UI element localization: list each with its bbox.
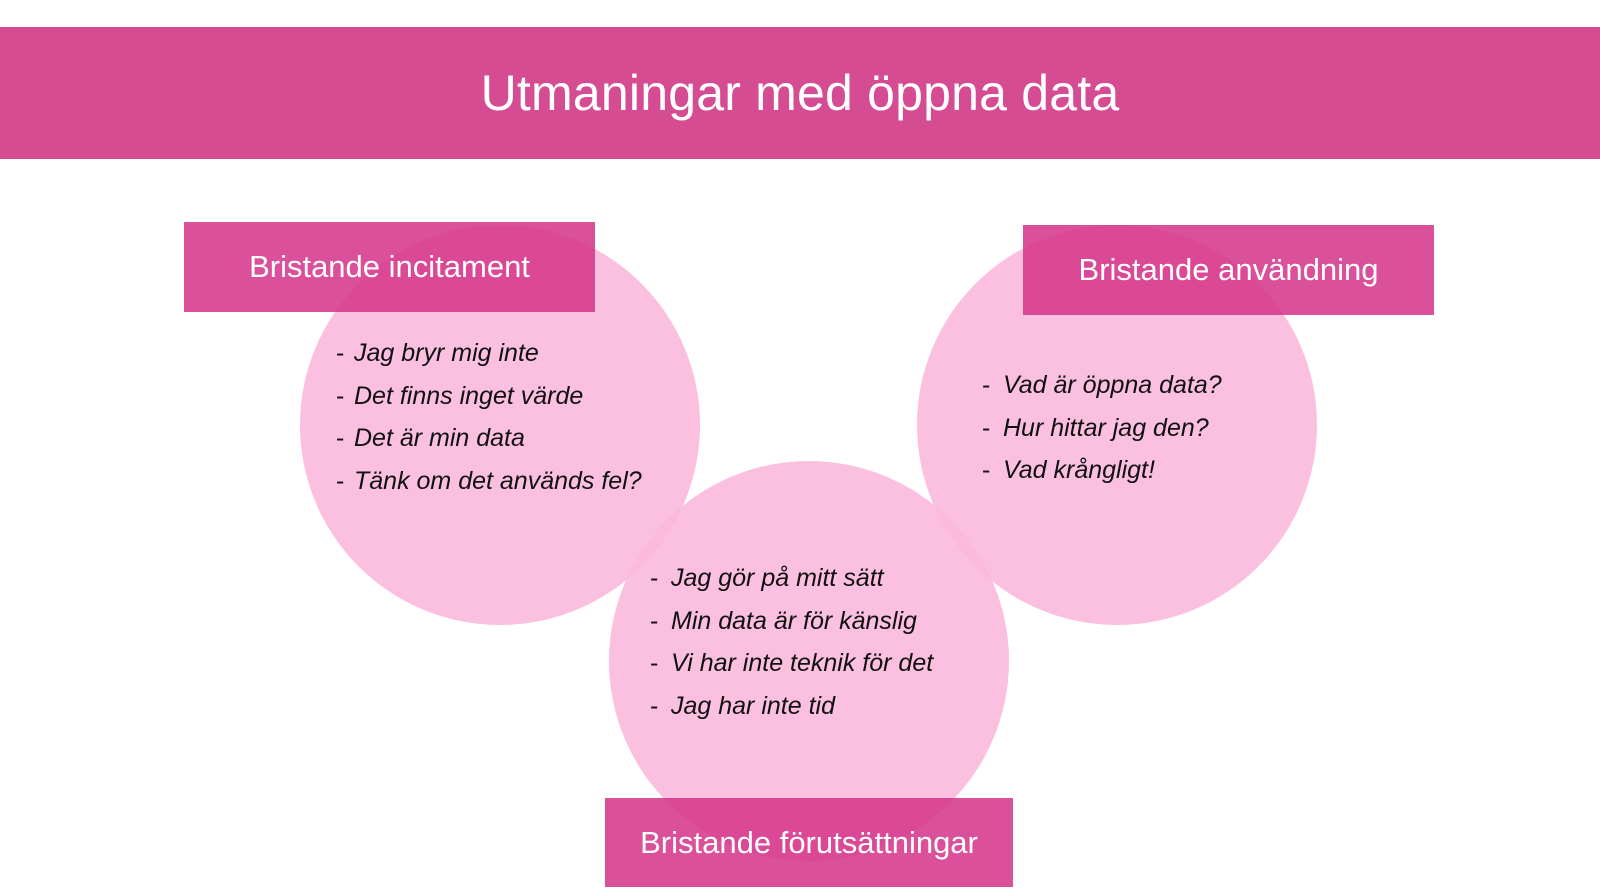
list-item: - Jag har inte tid	[650, 691, 835, 720]
list-item: - Det är min data	[336, 424, 525, 452]
list-item: - Det finns inget värde	[336, 381, 584, 410]
label-forutsattningar-text: Bristande förutsättningar	[640, 824, 978, 860]
label-forutsattningar	[605, 798, 1013, 887]
list-anvandning	[982, 364, 1222, 492]
list-item: - Jag gör på mitt sätt	[650, 564, 884, 592]
list-forutsattningar	[650, 557, 933, 727]
title-banner	[0, 27, 1600, 159]
list-incitament	[336, 332, 642, 502]
list-item: - Vad krångligt!	[982, 456, 1155, 484]
list-item: - Tänk om det används fel?	[336, 466, 642, 495]
label-anvandning-text: Bristande användning	[1078, 252, 1379, 287]
list-item: - Min data är för känslig	[650, 606, 917, 635]
list-item: - Vi har inte teknik för det	[650, 649, 934, 677]
label-anvandning	[1023, 225, 1434, 315]
list-item: - Vad är öppna data?	[982, 371, 1222, 399]
slide-title: Utmaningar med öppna data	[480, 65, 1120, 121]
label-incitament-text: Bristande incitament	[249, 249, 530, 284]
list-item: - Hur hittar jag den?	[982, 413, 1209, 442]
label-incitament	[184, 222, 595, 312]
list-item: - Jag bryr mig inte	[336, 339, 539, 367]
